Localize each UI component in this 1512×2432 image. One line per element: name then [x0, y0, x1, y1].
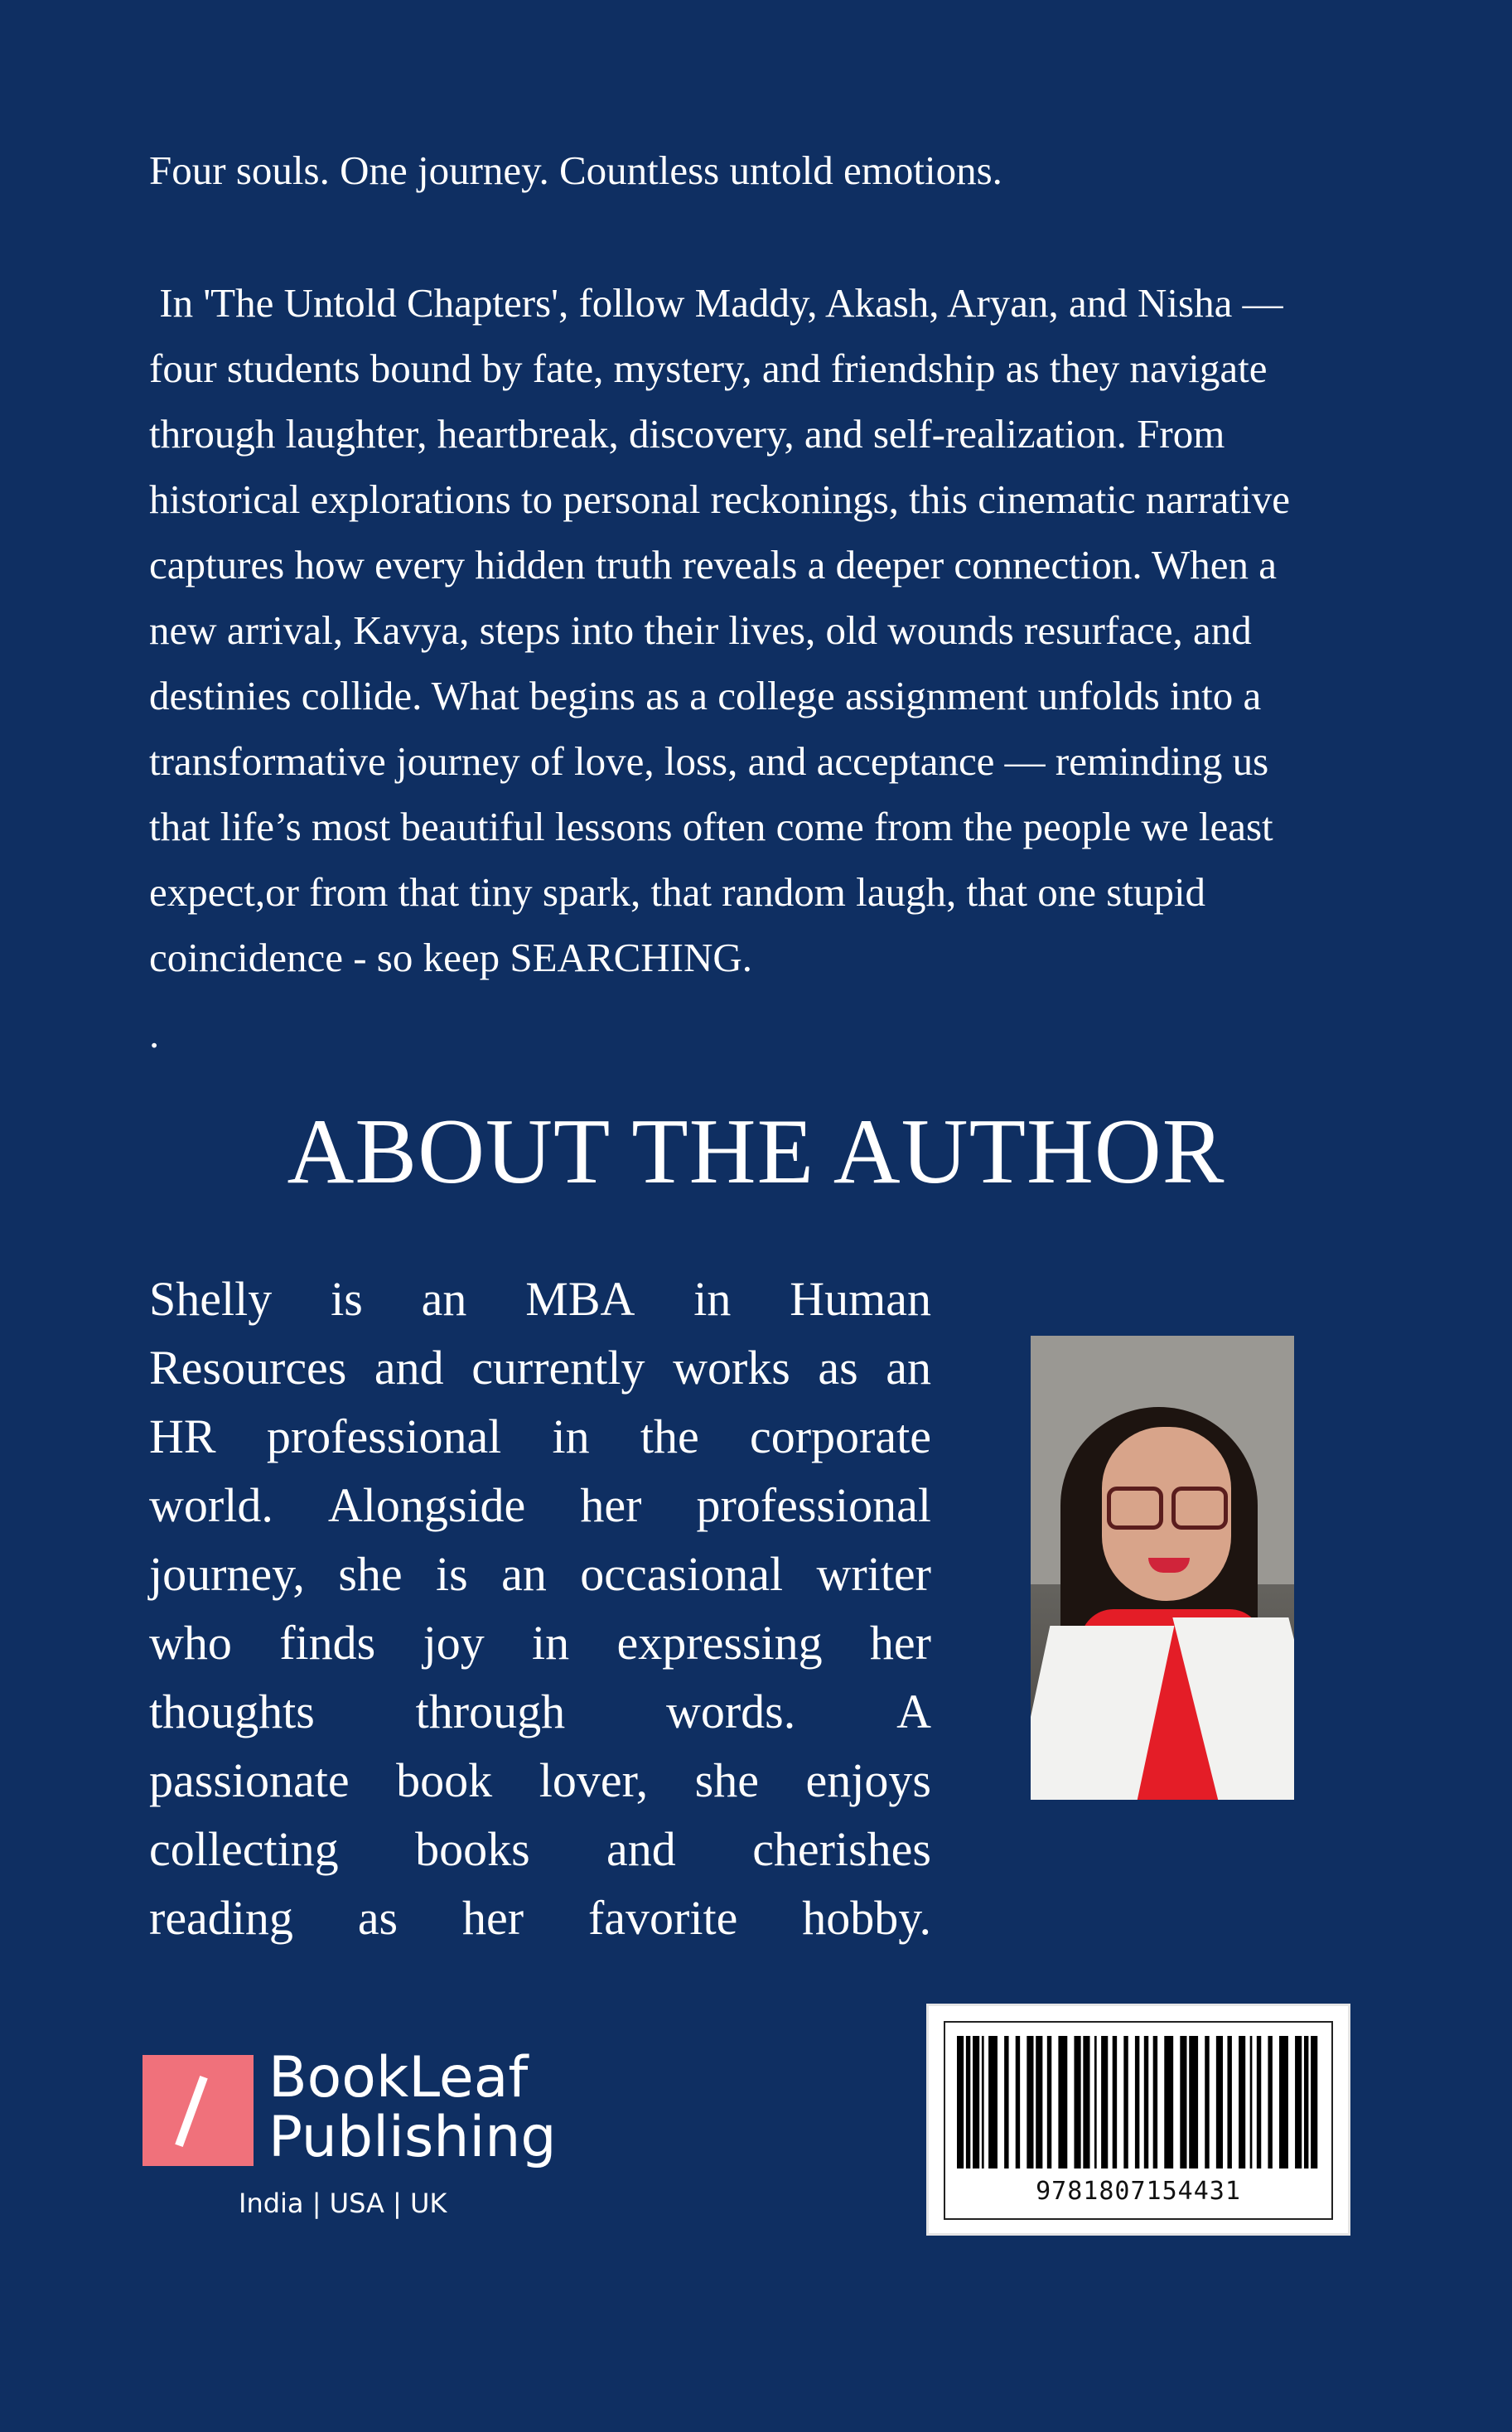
barcode-bar: [1058, 2036, 1067, 2168]
bio-word: an: [501, 1547, 547, 1601]
barcode-bar: [1268, 2036, 1272, 2168]
synopsis: [149, 270, 1350, 990]
bio-word: words.: [665, 1685, 796, 1738]
bio-word: MBA: [525, 1272, 635, 1326]
bio-line: [149, 1471, 931, 1540]
barcode-bar: [1311, 2036, 1317, 2168]
barcode-bar: [1295, 2036, 1302, 2168]
bio-word: writer: [816, 1547, 931, 1601]
bio-line: [149, 1540, 931, 1608]
bio-word: who: [149, 1616, 232, 1670]
barcode-bars: [957, 2036, 1320, 2168]
bio-word: thoughts: [149, 1685, 315, 1738]
bio-word: she: [338, 1547, 403, 1601]
tagline: Four souls. One journey. Countless untold emotions.: [149, 147, 1002, 193]
bio-line: [149, 1746, 931, 1815]
bio-word: corporate: [750, 1409, 931, 1463]
publisher-name-line1: BookLeaf: [268, 2045, 529, 2110]
bio-line: [149, 1608, 931, 1677]
bio-word: and: [374, 1341, 444, 1395]
barcode-bar: [966, 2036, 970, 2168]
publisher-logo: [143, 2045, 573, 2221]
barcode-bar: [1257, 2036, 1261, 2168]
barcode-bar: [988, 2036, 998, 2168]
bio-word: the: [640, 1409, 699, 1463]
barcode-bar: [957, 2036, 964, 2168]
bio-word: her: [580, 1478, 642, 1532]
bio-word: through: [415, 1685, 566, 1738]
isbn-number: 9781807154431: [1036, 2177, 1241, 2206]
bio-word: Alongside: [327, 1478, 526, 1532]
synopsis-line: coincidence - so keep SEARCHING.: [149, 935, 753, 980]
trailing-dot: .: [149, 1011, 160, 1056]
synopsis-line: new arrival, Kavya, steps into their lives, old wounds resurface, and: [149, 607, 1252, 653]
publisher-regions: India | USA | UK: [239, 2188, 447, 2219]
synopsis-line: transformative journey of love, loss, and acceptance — reminding us: [149, 738, 1269, 784]
barcode-bar: [1016, 2036, 1020, 2168]
bio-word: favorite: [587, 1891, 738, 1945]
barcode-bar: [1047, 2036, 1051, 2168]
barcode-bar: [1189, 2036, 1198, 2168]
bio-line: [149, 1677, 931, 1746]
bio-word: joy: [423, 1616, 485, 1670]
bio-word: Human: [790, 1272, 931, 1326]
publisher-name-line2: Publishing: [268, 2105, 557, 2170]
barcode-bar: [1304, 2036, 1308, 2168]
barcode-bar: [1101, 2036, 1108, 2168]
bio-line: [149, 1402, 931, 1471]
barcode-bar: [1135, 2036, 1139, 2168]
synopsis-line: expect,or from that tiny spark, that random laugh, that one stupid: [149, 869, 1206, 915]
bio-word: passionate: [149, 1753, 350, 1807]
barcode-bar: [973, 2036, 979, 2168]
publisher-name: [268, 2045, 557, 2170]
barcode-bar: [1227, 2036, 1231, 2168]
bio-line: [149, 1264, 931, 1333]
barcode-bar: [1164, 2036, 1173, 2168]
bio-line: [149, 1333, 931, 1402]
synopsis-line: In 'The Untold Chapters', follow Maddy, Akash, Aryan, and Nisha —: [149, 280, 1283, 326]
bio-word: reading: [149, 1891, 293, 1945]
bio-word: collecting: [149, 1822, 339, 1876]
bio-word: world.: [149, 1478, 273, 1532]
barcode-bar: [1113, 2036, 1117, 2168]
bio-word: her: [462, 1891, 524, 1945]
bio-word: books: [415, 1822, 530, 1876]
synopsis-line: captures how every hidden truth reveals a deeper connection. When a: [149, 542, 1277, 587]
barcode-bar: [1180, 2036, 1186, 2168]
bio-word: as: [818, 1341, 858, 1395]
bio-word: is: [331, 1272, 363, 1326]
bio-word: and: [606, 1822, 676, 1876]
bio-word: an: [886, 1341, 931, 1395]
barcode-bar: [982, 2036, 984, 2168]
bio-word: occasional: [580, 1547, 784, 1601]
synopsis-line: that life’s most beautiful lessons often come from the people we least: [149, 804, 1273, 849]
bio-word: HR: [149, 1409, 216, 1463]
barcode-bar: [1279, 2036, 1288, 2168]
bio-word: Resources: [149, 1341, 347, 1395]
bio-word: cherishes: [752, 1822, 931, 1876]
author-photo: [1031, 1336, 1294, 1800]
bio-word: her: [869, 1616, 931, 1670]
barcode-bar: [1250, 2036, 1253, 2168]
bio-line: [149, 1883, 931, 1952]
bio-word: A: [896, 1685, 931, 1738]
barcode-bar: [1144, 2036, 1148, 2168]
bio-word: in: [552, 1409, 590, 1463]
barcode-bar: [1216, 2036, 1223, 2168]
bio-word: book: [396, 1753, 493, 1807]
bookleaf-logo-icon: [143, 2055, 254, 2166]
bio-word: in: [693, 1272, 732, 1326]
barcode-bar: [1094, 2036, 1097, 2168]
barcode-bar: [1027, 2036, 1033, 2168]
bio-word: lover,: [539, 1753, 649, 1807]
bio-word: finds: [279, 1616, 376, 1670]
bio-word: as: [357, 1891, 399, 1945]
bio-word: enjoys: [805, 1753, 931, 1807]
barcode-bar: [1239, 2036, 1245, 2168]
bio-word: is: [436, 1547, 468, 1601]
author-bio: [149, 1264, 931, 1952]
barcode-bar: [1074, 2036, 1080, 2168]
bio-word: hobby.: [802, 1891, 931, 1945]
glasses-icon: [1107, 1487, 1163, 1530]
synopsis-line: destinies collide. What begins as a college assignment unfolds into a: [149, 673, 1262, 718]
barcode-bar: [1205, 2036, 1209, 2168]
synopsis-line: historical explorations to personal reckonings, this cinematic narrative: [149, 476, 1291, 522]
bio-word: professional: [696, 1478, 931, 1532]
synopsis-line: four students bound by fate, mystery, and friendship as they navigate: [149, 346, 1268, 391]
bio-word: works: [673, 1341, 790, 1395]
bio-word: in: [532, 1616, 570, 1670]
barcode-bar: [1123, 2036, 1128, 2168]
barcode-bar: [1036, 2036, 1042, 2168]
bio-word: she: [694, 1753, 759, 1807]
barcode-bar: [1083, 2036, 1089, 2168]
bio-word: an: [421, 1272, 467, 1326]
barcode-frame: [944, 2021, 1333, 2220]
bio-word: professional: [266, 1409, 502, 1463]
about-author-heading: ABOUT THE AUTHOR: [287, 1100, 1225, 1203]
barcode-bar: [1004, 2036, 1008, 2168]
bio-word: expressing: [616, 1616, 823, 1670]
barcode: [926, 2004, 1350, 2236]
bio-word: Shelly: [149, 1272, 273, 1326]
bio-word: currently: [471, 1341, 645, 1395]
barcode-bar: [1153, 2036, 1157, 2168]
bio-line: [149, 1815, 931, 1883]
bio-word: journey,: [149, 1547, 305, 1601]
synopsis-line: through laughter, heartbreak, discovery, and self-realization. From: [149, 411, 1225, 457]
